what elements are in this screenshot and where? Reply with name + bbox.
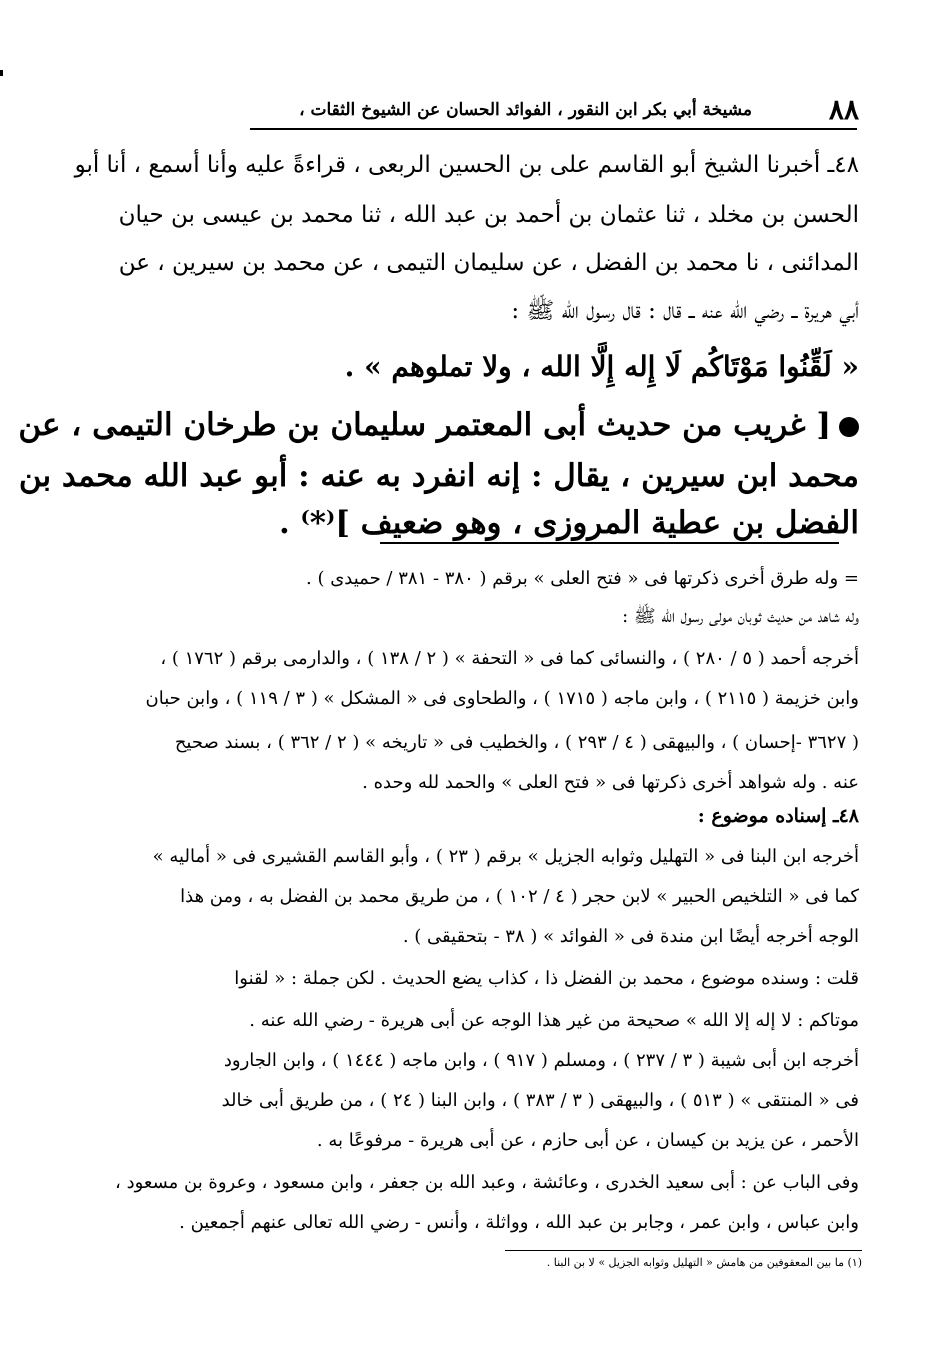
page-number: ٨٨ [828,93,859,126]
note-line: ( ٣٦٢٧ -إحسان ) ، والبيهقى ( ٤ / ٢٩٣ ) ، والخطيب فى « تاريخه » ( ٢ / ٣٦٢ ) ، بسند صحيح [174,732,859,753]
note-line: قلت : وسنده موضوع ، محمد بن الفضل ذا ، كذاب يضع الحديث . لكن جملة : « لقنوا [234,968,859,989]
note-line: = وله طرق أخرى ذكرتها فى « فتح العلى » برقم ( ٣٨٠ - ٣٨١ / حميدى ) . [306,568,859,589]
footnote: (١) ما بين المعقوفين من هامش « التهليل وثوابه الجزيل » لا بن البنا . [546,1256,862,1269]
note-line: وابن عباس ، وابن عمر ، وجابر بن عبد الله ، وواثلة ، وأنس - رضي الله تعالى عنهم أجمعين . [179,1212,859,1233]
note-line: وله شاهد من حديث ثوبان مولى رسول الله ﷺ : [622,606,859,627]
hadith-line: ٤٨ـ أخبرنا الشيخ أبو القاسم على بن الحسين الربعى ، قراءةً عليه وأنا أسمع ، أنا أبو [74,152,859,178]
running-header-title: مشيخة أبي بكر ابن النقور ، الفوائد الحسان عن الشيوخ الثقات ، [299,100,752,120]
note-line: أخرجه ابن البنا فى « التهليل وثوابه الجزيل » برقم ( ٢٣ ) ، وأبو القاسم القشيرى فى « أماليه » [152,846,859,867]
hadith-line: أبي هريرة ــ رضي الله عنه ــ قال : قال رسول الله ﷺ : [511,298,859,324]
bullet-icon [839,417,859,437]
note-line: عنه . وله شواهد أخرى ذكرتها فى « فتح العلى » والحمد لله وحده . [362,772,859,793]
note-line: الوجه أخرجه أيضًا ابن مندة فى « الفوائد » ( ٣٨ - بتحقيقى ) . [402,926,859,947]
scan-edge-mark [0,70,3,76]
note-line: موتاكم : لا إله إلا الله » صحيحة من غير هذا الوجه عن أبى هريرة - رضي الله عنه . [249,1010,859,1031]
note-line: أخرجه أحمد ( ٥ / ٢٨٠ ) ، والنسائى كما فى « التحفة » ( ٢ / ١٣٨ ) ، والدارمى برقم ( ١٧٦٢ ) ، [160,648,859,669]
note-line: وابن خزيمة ( ٢١١٥ ) ، وابن ماجه ( ١٧١٥ ) ، والطحاوى فى « المشكل » ( ٣ / ١١٩ ) ، وابن حبان [145,688,859,709]
comment-line: الفضل بن عطية المروزى ، وهو ضعيف ]⁽*⁾ . [278,505,859,541]
comment-text: [ غريب من حديث أبى المعتمر سليمان بن طرخان التيمى ، عن [18,407,831,443]
note-line: كما فى « التلخيص الحبير » لابن حجر ( ٤ / ١٠٢ ) ، من طريق محمد بن الفضل به ، ومن هذا [180,886,859,907]
header-rule [250,128,857,130]
comment-line [18,407,859,443]
hadith-matn: « لَقِّنُوا مَوْتَاكُم لَا إِله إِلَّا الله ، ولا تملوهم » . [344,350,859,383]
section-title: ٤٨ـ إسناده موضوع : [697,805,859,827]
comment-line: محمد ابن سيرين ، يقال : إنه انفرد به عنه : أبو عبد الله محمد بن [18,458,859,494]
hadith-line: الحسن بن مخلد ، ثنا عثمان بن أحمد بن عبد الله ، ثنا محمد بن عيسى بن حيان [118,202,859,228]
comment-underline [380,542,839,544]
note-line: أخرجه ابن أبى شيبة ( ٣ / ٢٣٧ ) ، ومسلم ( ٩١٧ ) ، وابن ماجه ( ١٤٤٤ ) ، وابن الجارود [223,1050,859,1071]
note-line: الأحمر ، عن يزيد بن كيسان ، عن أبى حازم ، عن أبى هريرة - مرفوعًا به . [316,1130,859,1151]
footnote-rule [505,1250,862,1251]
note-line: فى « المنتقى » ( ٥١٣ ) ، والبيهقى ( ٣ / ٣٨٣ ) ، وابن البنا ( ٢٤ ) ، من طريق أبى خالد [221,1090,859,1111]
note-line: وفى الباب عن : أبى سعيد الخدرى ، وعائشة ، وعبد الله بن جعفر ، وابن مسعود ، وعروة بن مسعود ، [115,1172,859,1193]
hadith-line: المدائنى ، نا محمد بن الفضل ، عن سليمان التيمى ، عن محمد بن سيرين ، عن [118,250,859,276]
